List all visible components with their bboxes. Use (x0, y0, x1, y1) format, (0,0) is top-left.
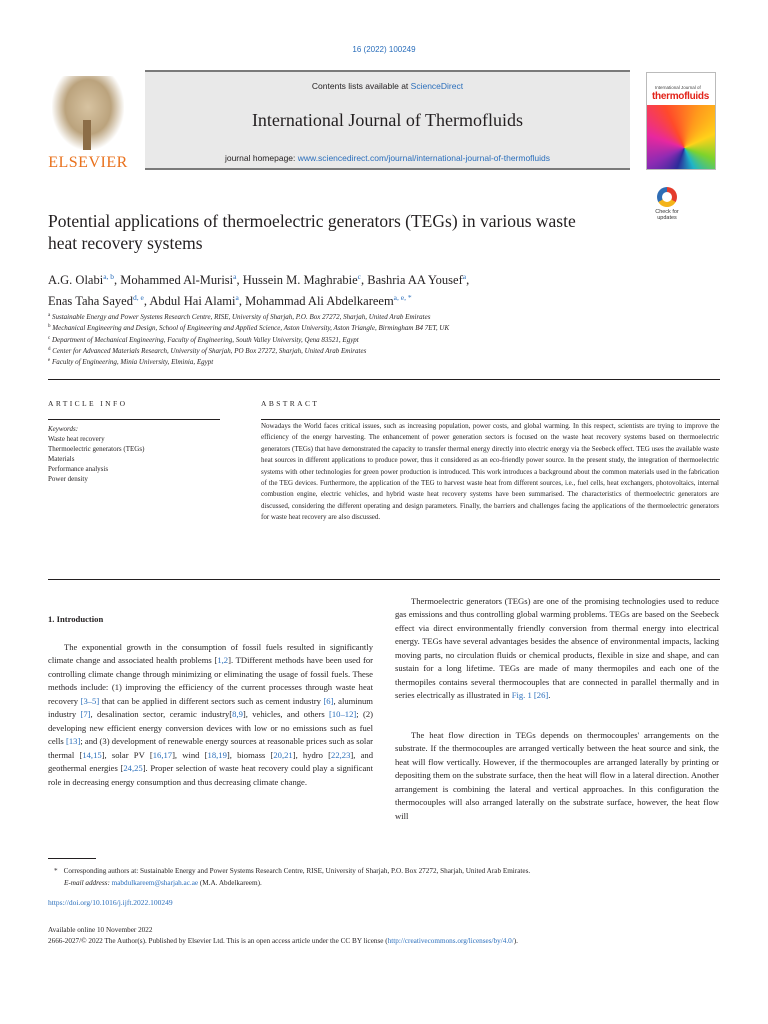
affiliation (48, 311, 718, 322)
author-separator: , (236, 273, 243, 287)
author-affil-sup[interactable]: c (357, 272, 361, 281)
author-affil-sup[interactable]: a (233, 272, 237, 281)
citation-link[interactable]: [26] (533, 690, 549, 701)
check-for-updates-button[interactable] (648, 187, 686, 229)
check-for-updates-icon (657, 187, 677, 207)
affiliation-sup: a (48, 313, 51, 318)
citation-link[interactable]: [3–5] (80, 695, 100, 706)
license-suffix: ). (513, 937, 518, 945)
paragraph-text: ], and geothermal energies [ (48, 749, 374, 774)
citation-link[interactable]: 8,9 (232, 709, 243, 720)
intro-paragraph-left (48, 641, 373, 789)
contents-line (145, 81, 630, 91)
elsevier-logo[interactable] (48, 76, 128, 170)
author-separator: , (114, 273, 121, 287)
citation-link[interactable]: [6] (323, 695, 334, 706)
intro-paragraph-right-2: The heat flow direction in TEGs depends on thermocouples' arrangements on the substrate. If the thermocouples are arranged vertically between the heat source and sink, the heat will flow vertically. However, if the thermocouples are arranged laterally by printing or depositing them on the substrate surface, then the heat will flow in a lateral direction. Another arrangement is combining the lateral and vertical approaches. In this configuration the thermocouples will also arranged laterally on the substrate surface, however, the heat flow will (395, 730, 719, 821)
availability-block (48, 925, 720, 947)
author-name: Hussein M. Maghrabie (242, 273, 358, 287)
affiliation (48, 356, 718, 367)
author-list (48, 268, 718, 310)
keyword[interactable]: Power density (48, 475, 88, 483)
author-separator: , (238, 294, 246, 308)
keyword[interactable]: Performance analysis (48, 465, 109, 473)
author[interactable] (367, 273, 466, 287)
author[interactable] (243, 273, 361, 287)
paragraph-text: Thermoelectric generators (TEGs) are one of the promising technologies used to reduce gas emissions and thus controlling global warming problems. TEGs are based on the Seebeck effect via direct environmentally friendly conversion from thermal energy into electrical energy. TEGs have several advantages besides the absence of environmental impacts, lacking moving parts, no circulation fluids or chemical products, flexible in size and shape, and can sustain for a long lifetime. TEGs are made of many thermopiles and each one of the thermopiles contains several thermocouples that are connected in parallel thermally and in series electrically as illustrated in (395, 596, 719, 701)
cover-journal-name: thermofluids (652, 91, 709, 102)
affiliation-sup: c (48, 335, 51, 341)
intro-paragraph-right-1 (395, 595, 719, 703)
citation-link[interactable]: [10–12] (329, 709, 357, 720)
homepage-prefix: journal homepage: (224, 153, 298, 163)
paragraph-text: ; (2) developing new efficient energy conversion devices with low or no emissions such as fuel cells (48, 709, 373, 747)
doi-link[interactable]: https://doi.org/10.1016/j.ijft.2022.100249 (48, 898, 173, 907)
license-prefix: 2666-2027/© 2022 The Author(s). Published by Elsevier Ltd. This is an open access article under the CC BY license ( (48, 937, 388, 945)
homepage-line (145, 153, 630, 163)
corresponding-text: Corresponding authors at: Sustainable Energy and Power Systems Research Centre, RISE, University of Sharjah, P.O. Box 27272, Sharjah, United Arab Emirates. (63, 867, 531, 875)
author-name: Abdul Hai Alami (149, 294, 236, 308)
author-affil-sup[interactable]: a (235, 293, 239, 302)
paragraph-text: The exponential growth in the consumption of fossil fuels resulted in significantly climate change and associated health problems [ (48, 642, 373, 666)
corresponding-line (48, 865, 720, 877)
elsevier-trunk (83, 120, 91, 150)
affiliation-sup: d (48, 346, 51, 352)
homepage-link[interactable]: www.sciencedirect.com/journal/international-journal-of-thermofluids (297, 153, 551, 163)
author-separator: , (361, 273, 368, 287)
elsevier-wordmark: ELSEVIER (48, 154, 128, 171)
author-separator: , (143, 294, 150, 308)
contents-prefix: Contents lists available at (311, 81, 411, 91)
citation-link[interactable]: 14,15 (82, 749, 102, 760)
footnote-divider (48, 858, 96, 859)
paragraph-text: ]. TDifferent methods have been used for controlling climate change through minimizing or eliminating the usage of fossil fuels. These methods include: (1) improving the efficiency of the current processes through waste heat recovery (48, 655, 373, 706)
author[interactable] (120, 273, 236, 287)
divider (48, 579, 720, 580)
paragraph-text: ], solar PV [ (101, 749, 153, 760)
author-affil-sup[interactable]: d, e (132, 293, 144, 302)
paragraph-text: , desalination sector, ceramic industry[ (90, 709, 233, 720)
paragraph-text: that can be applied in different sectors such as cement industry (99, 695, 324, 706)
author-name: Bashria AA Yousef (367, 273, 463, 287)
citation-link[interactable]: 20,21 (273, 749, 293, 760)
affiliation-text: Department of Mechanical Engineering, Faculty of Engineering, South Valley University, Qena 83521, Egypt (51, 335, 359, 344)
affiliation-sup: b (48, 324, 51, 330)
abstract-text: Nowadays the World faces critical issues, such as increasing population, power costs, and global warming. In this respect, scientists are trying to improve the efficiency of the energy harvesting. The enhancement of power generation sectors is focused on the waste heat recovery systems based on thermoelectric generators (TEGs) that have demonstrated the capacity to transfer thermal energy directly into electric energy via the Seebeck effect. TEG uses the available waste heat sources in different applications to produce power, thus it considered as an eco-friendly power source. In the present study, the integration of thermoelectric systems with other technologies for green power production is introduced. This work introduces a background about the common materials used in the fabrication of the TEG devices. Furthermore, the application of the TEG to harvest waste heat from different sources, i.e., fuel cells, heat exchangers, photovoltaics, internal combustion engine, electric vehicles, and hybrid waste heat recovery systems have been summarised. The characteristics of thermoelectric generators are discussed, considering the different operating and design parameters. Finally, the barriers and challenges facing the applications of the thermoelectric generators for waste heat recovery are also discussed. (261, 422, 719, 522)
check-icon-center (662, 192, 672, 202)
citation-link[interactable]: 22,23 (331, 749, 351, 760)
author-separator: , (466, 273, 470, 287)
affiliation (48, 322, 718, 333)
author-name: Enas Taha Sayed (48, 294, 133, 308)
email-link[interactable]: mabdulkareem@sharjah.ac.ae (111, 879, 199, 887)
keywords-label: Keywords: (48, 425, 79, 433)
sciencedirect-link[interactable]: ScienceDirect (410, 81, 464, 91)
corresponding-author-footnote (48, 865, 720, 889)
cover-small-text: International Journal of (655, 85, 701, 90)
paragraph-text: ; and (3) development of renewable energy sources at reasonable prices such as solar thermal [ (48, 736, 373, 760)
journal-title: International Journal of Thermofluids (251, 110, 524, 130)
figure-link[interactable]: Fig. 1 (511, 690, 532, 701)
author[interactable] (149, 294, 238, 308)
affiliation-text: Faculty of Engineering, Minia University, Elminia, Egypt (51, 358, 214, 367)
affiliation-text: Mechanical Engineering and Design, School of Engineering and Applied Science, Aston University, Aston Triangle, Birmingham B4 7ET, UK (52, 324, 450, 333)
abstract-heading: ABSTRACT (261, 399, 320, 408)
keyword[interactable]: Materials (48, 455, 75, 463)
paragraph-text: ]. Proper selection of waste heat recovery could play a significant role in decreasing energy consumption and thus decreasing climate change. (48, 763, 373, 787)
author-name: Mohammad Ali Abdelkareem (245, 294, 394, 308)
citation-link[interactable]: 16,17 (152, 749, 173, 760)
citation-link[interactable]: 24,25 (123, 763, 143, 774)
divider (48, 379, 720, 380)
citation-link[interactable]: 18,19 (207, 749, 227, 760)
license-link[interactable]: http://creativecommons.org/licenses/by/4.0/ (387, 937, 514, 945)
author[interactable] (48, 294, 144, 308)
section-title-introduction: 1. Introduction (48, 614, 104, 624)
journal-header (48, 70, 718, 170)
affiliation-text: Center for Advanced Materials Research, University of Sharjah, PO Box 27272, Sharjah, United Arab Emirates (52, 346, 367, 355)
paragraph-text: ], hydro [ (292, 749, 332, 760)
paragraph-text: ], vehicles, and others (242, 709, 330, 720)
paragraph-text: ], biomass [ (226, 749, 274, 760)
affiliation-list (48, 311, 718, 367)
divider (261, 419, 720, 420)
license-line (48, 936, 720, 947)
author-name: A.G. Olabi (48, 273, 104, 287)
available-online: Available online 10 November 2022 (48, 926, 153, 934)
author[interactable] (48, 273, 114, 287)
check-for-updates-label: Check for updates (655, 209, 679, 221)
paper-title: Potential applications of thermoelectric generators (TEGs) in various waste heat recovery systems (48, 211, 576, 253)
paragraph-text: , aluminum industry (48, 695, 373, 720)
corresponding-mark: * (54, 867, 58, 875)
citation-link[interactable]: 1,2 (217, 655, 229, 666)
author-affil-sup[interactable]: a, e, * (393, 293, 412, 302)
email-label: E-mail address: (64, 879, 110, 887)
author-affil-sup[interactable]: a, b (103, 272, 115, 281)
journal-reference[interactable]: 16 (2022) 100249 (352, 45, 416, 54)
affiliation (48, 334, 718, 345)
keyword[interactable]: Thermoelectric generators (TEGs) (48, 445, 145, 453)
author-affil-sup[interactable]: a (462, 272, 467, 281)
divider (48, 419, 220, 420)
paragraph-text: ], wind [ (172, 749, 208, 760)
article-info-heading: ARTICLE INFO (48, 399, 128, 408)
affiliation-sup: e (48, 358, 51, 364)
author[interactable] (245, 294, 412, 308)
keyword[interactable]: Waste heat recovery (48, 435, 105, 443)
journal-cover-image[interactable] (646, 72, 716, 170)
author-name: Mohammed Al-Murisi (120, 273, 234, 287)
keywords-block (48, 424, 220, 484)
citation-link[interactable]: [7] (80, 709, 91, 720)
email-line (48, 877, 720, 889)
affiliation (48, 345, 718, 356)
citation-link[interactable]: [13] (65, 736, 81, 747)
journal-banner (145, 70, 630, 170)
paragraph-text: . (548, 690, 551, 701)
email-suffix: (M.A. Abdelkareem). (199, 879, 262, 887)
affiliation-text: Sustainable Energy and Power Systems Research Centre, RISE, University of Sharjah, P.O. Box 27272, Sharjah, United Arab Emirates (51, 313, 431, 321)
